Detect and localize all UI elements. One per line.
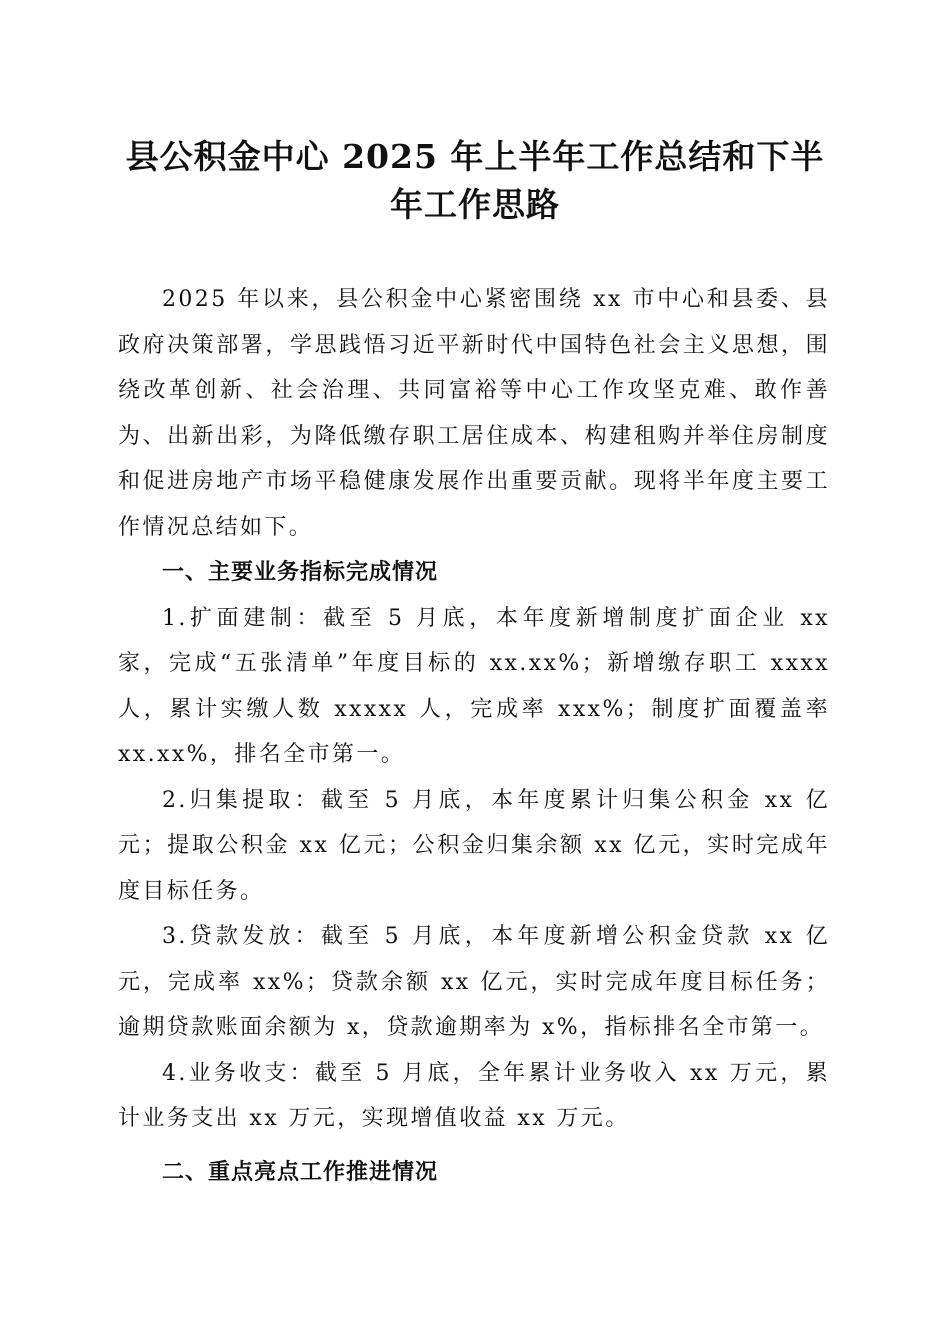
document-title xyxy=(110,133,840,229)
section-1-heading: 一、主要业务指标完成情况 xyxy=(162,560,439,585)
section-1-item-loans: 3.贷款发放：截至 5 月底，本年度新增公积金贷款 xx 亿元，完成率 xx%；贷款余额 xx 亿元，实时完成年度目标任务；逾期贷款账面余额为 x，贷款逾期率为 x%，指标排名全市第一。 xyxy=(118,924,830,1040)
intro-paragraph: 2025 年以来，县公积金中心紧密围绕 xx 市中心和县委、县政府决策部署，学思践悟习近平新时代中国特色社会主义思想，围绕改革创新、社会治理、共同富裕等中心工作攻坚克难、敢作善为、出新出彩，为降低缴存职工居住成本、构建租购并举住房制度和促进房地产市场平稳健康发展作出重要贡献。现将半年度主要工作情况总结如下。 xyxy=(118,287,830,540)
document-body xyxy=(118,277,830,1195)
section-1-item-revenue: 4.业务收支：截至 5 月底，全年累计业务收入 xx 万元，累计业务支出 xx 万元，实现增值收益 xx 万元。 xyxy=(118,1060,830,1131)
title-line-2: 年工作思路 xyxy=(390,185,560,224)
section-2-heading: 二、重点亮点工作推进情况 xyxy=(162,1159,439,1185)
section-1-item-expansion: 1.扩面建制：截至 5 月底，本年度新增制度扩面企业 xx 家，完成“五张清单”年度目标的 xx.xx%；新增缴存职工 xxxx 人，累计实缴人数 xxxxx 人，完成率 xxx%；制度扩面覆盖率 xx.xx%，排名全市第一。 xyxy=(118,605,830,767)
title-line-1: 县公积金中心 2025 年上半年工作总结和下半 xyxy=(125,137,825,176)
section-1-item-collection: 2.归集提取：截至 5 月底，本年度累计归集公积金 xx 亿元；提取公积金 xx 亿元；公积金归集余额 xx 亿元，实时完成年度目标任务。 xyxy=(118,787,830,904)
